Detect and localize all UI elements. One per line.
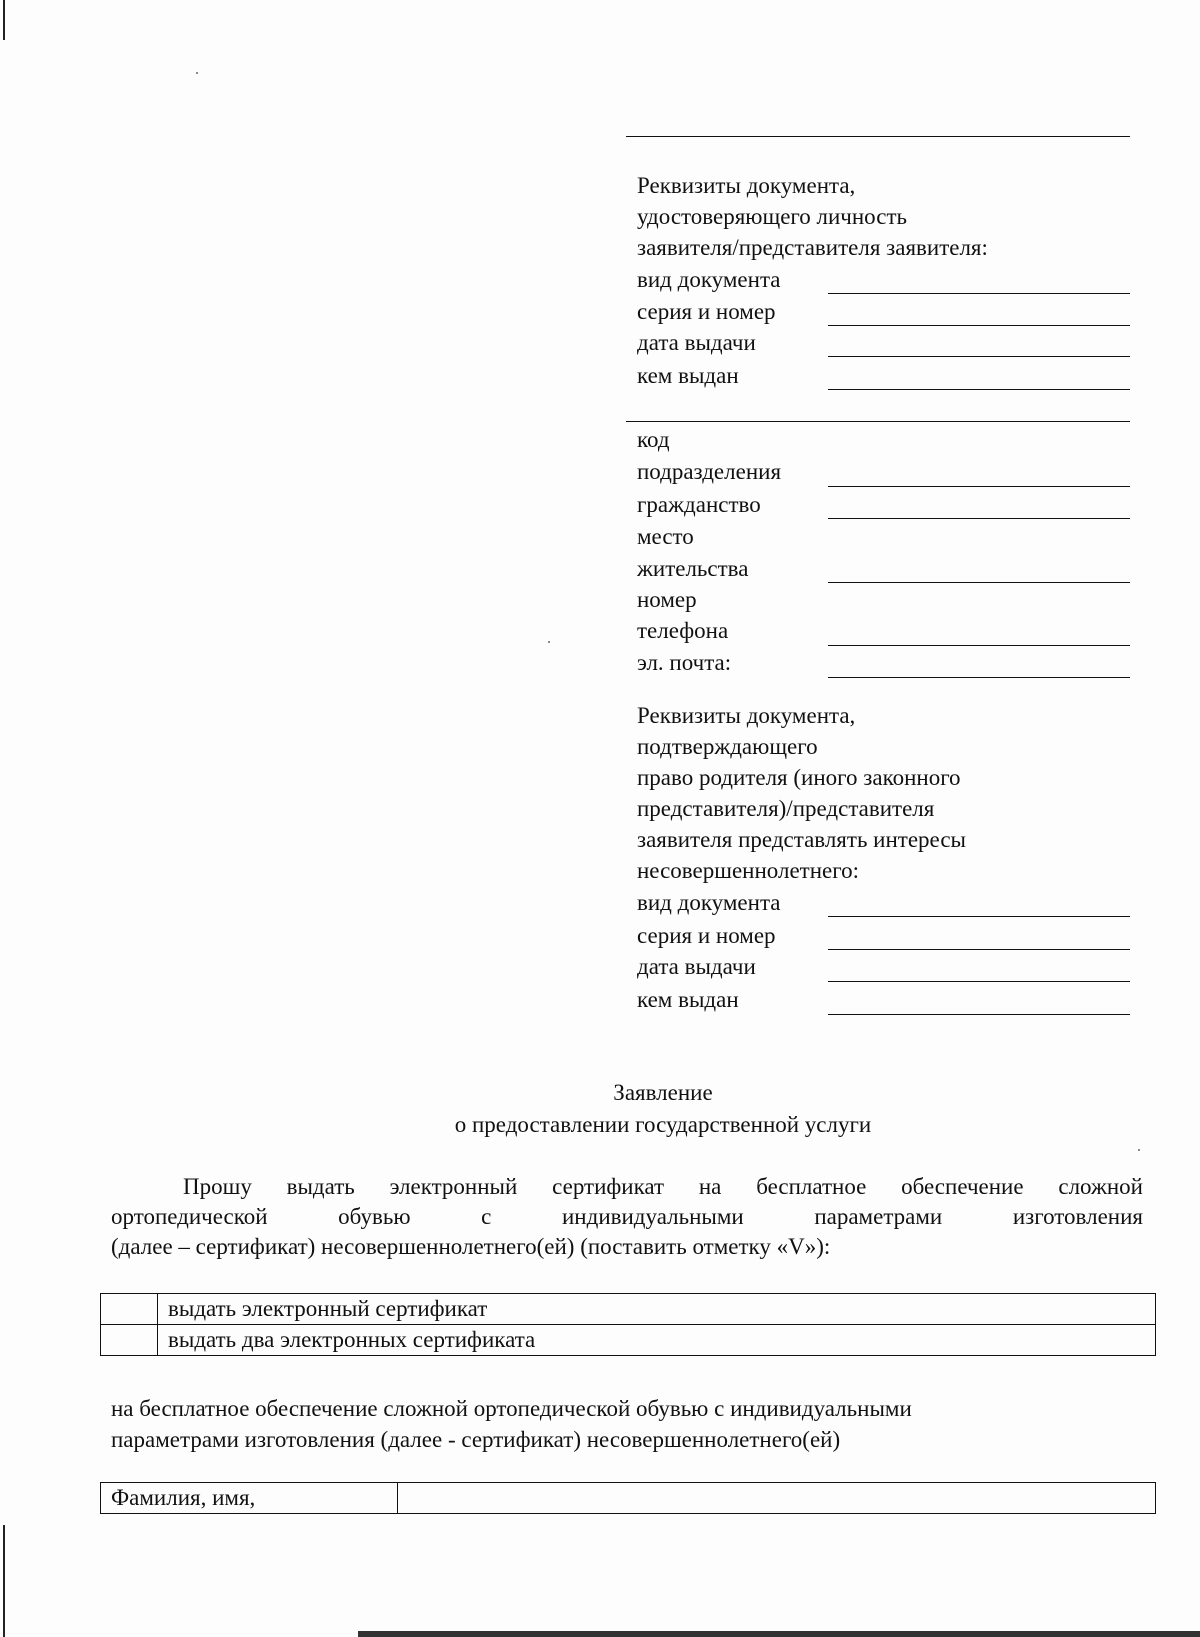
certificate-options-table xyxy=(100,1293,1156,1356)
series-number-label: серия и номер xyxy=(637,299,776,324)
child-name-field[interactable] xyxy=(398,1483,1156,1514)
authority-issue-date-field[interactable] xyxy=(828,981,1130,982)
issued-by-label: кем выдан xyxy=(637,363,739,388)
request-line: (далее – сертификат) несовершеннолетнего(ей) (поставить отметку «V»): xyxy=(111,1234,831,1259)
identity-heading-line: заявителя/представителя заявителя: xyxy=(637,235,988,260)
child-data-table xyxy=(100,1482,1156,1514)
identity-heading-line: удостоверяющего личность xyxy=(637,204,907,229)
citizenship-field[interactable] xyxy=(828,518,1130,519)
division-code-label: подразделения xyxy=(637,459,782,484)
table-row xyxy=(101,1483,1156,1514)
child-name-label: Фамилия, имя, xyxy=(101,1483,398,1514)
option-label: выдать два электронных сертификата xyxy=(158,1325,1156,1356)
purpose-line: параметрами изготовления (далее - сертификат) несовершеннолетнего(ей) xyxy=(111,1427,841,1452)
scan-speck xyxy=(196,72,198,74)
request-line: Прошу выдать электронный сертификат на бесплатное обеспечение сложной xyxy=(183,1174,1143,1199)
authority-doc-type-field[interactable] xyxy=(828,916,1130,917)
residence-label: место xyxy=(637,524,694,549)
phone-label: телефона xyxy=(637,618,729,643)
division-code-label: код xyxy=(637,427,670,452)
document-subtitle: о предоставлении государственной услуги xyxy=(454,1112,872,1137)
citizenship-label: гражданство xyxy=(637,492,761,517)
authority-heading-line: право родителя (иного законного xyxy=(637,765,961,790)
authority-series-number-field[interactable] xyxy=(828,949,1130,950)
doc-type-field[interactable] xyxy=(828,293,1130,294)
authority-issued-by-field[interactable] xyxy=(828,1014,1130,1015)
doc-type-label: вид документа xyxy=(637,267,781,292)
scan-speck xyxy=(1138,1149,1140,1151)
scan-edge xyxy=(3,0,5,40)
email-field[interactable] xyxy=(828,677,1130,678)
issued-by-field[interactable] xyxy=(828,389,1130,390)
issue-date-label: дата выдачи xyxy=(637,330,756,355)
option-label: выдать электронный сертификат xyxy=(158,1294,1156,1325)
document-title: Заявление xyxy=(613,1080,713,1105)
authority-heading-line: Реквизиты документа, xyxy=(637,703,856,728)
phone-field[interactable] xyxy=(828,645,1130,646)
scan-edge xyxy=(3,1525,5,1637)
identity-heading-line: Реквизиты документа, xyxy=(637,173,856,198)
authority-issue-date-label: дата выдачи xyxy=(637,954,756,979)
phone-label: номер xyxy=(637,587,697,612)
authority-heading-line: представителя)/представителя xyxy=(637,796,935,821)
option-checkbox-two-certificates[interactable] xyxy=(101,1325,158,1356)
top-signature-line xyxy=(626,136,1130,137)
issue-date-field[interactable] xyxy=(828,356,1130,357)
division-code-field[interactable] xyxy=(828,486,1130,487)
authority-heading-line: заявителя представлять интересы xyxy=(637,827,966,852)
issued-by-field-continuation[interactable] xyxy=(626,421,1130,422)
authority-series-number-label: серия и номер xyxy=(637,923,776,948)
option-checkbox-one-certificate[interactable] xyxy=(101,1294,158,1325)
option-row xyxy=(101,1294,1156,1325)
residence-label: жительства xyxy=(637,556,749,581)
authority-heading-line: подтверждающего xyxy=(637,734,818,759)
request-paragraph xyxy=(111,1172,1143,1262)
authority-doc-type-label: вид документа xyxy=(637,890,781,915)
series-number-field[interactable] xyxy=(828,325,1130,326)
scan-bottom-bar xyxy=(358,1631,1200,1637)
email-label: эл. почта: xyxy=(637,650,732,675)
purpose-line: на бесплатное обеспечение сложной ортопедической обувью с индивидуальными xyxy=(111,1396,912,1421)
request-line: ортопедической обувью с индивидуальными параметрами изготовления xyxy=(111,1204,1143,1229)
residence-field[interactable] xyxy=(828,582,1130,583)
option-row xyxy=(101,1325,1156,1356)
authority-heading-line: несовершеннолетнего: xyxy=(637,858,859,883)
authority-issued-by-label: кем выдан xyxy=(637,987,739,1012)
scan-speck xyxy=(548,641,550,643)
